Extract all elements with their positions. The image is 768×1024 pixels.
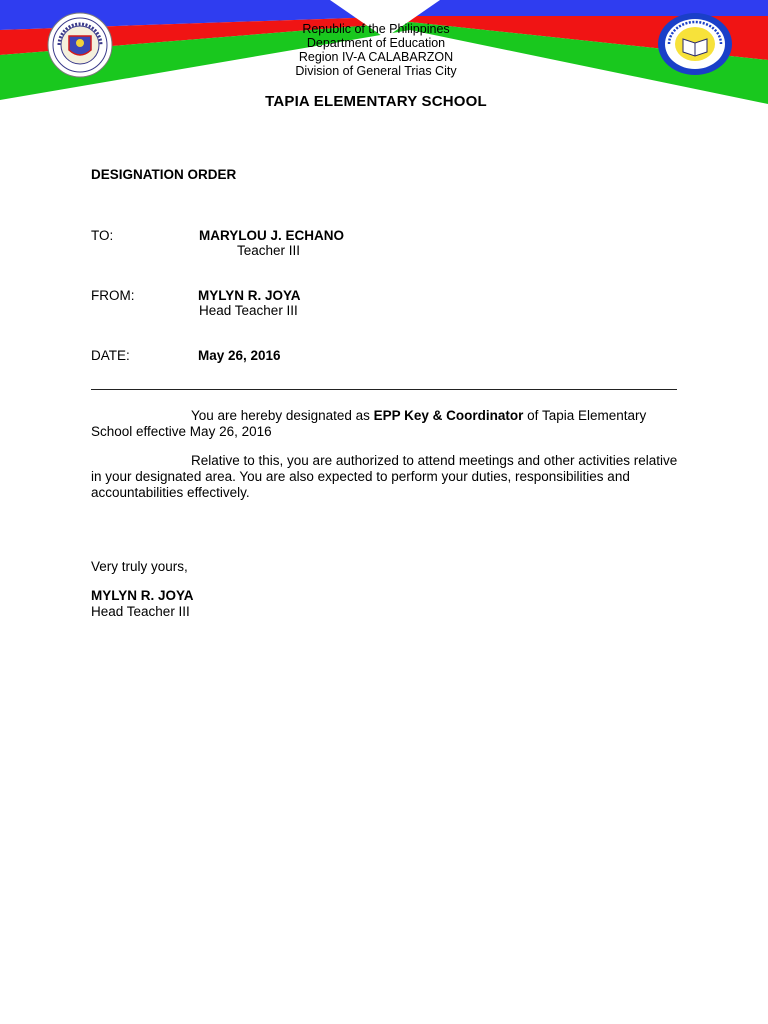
signer-position: Head Teacher III bbox=[91, 604, 190, 619]
from-label: FROM: bbox=[91, 288, 135, 303]
document-title: DESIGNATION ORDER bbox=[91, 167, 237, 182]
header-line-division: Division of General Trias City bbox=[295, 64, 457, 78]
letterhead bbox=[0, 22, 752, 78]
header-line-region: Region IV-A CALABARZON bbox=[298, 50, 454, 64]
paragraph2-text: Relative to this, you are authorized to attend meetings and other activities relative in your designated area. You are also expected to perform your duties, responsibilities and accountabilities effectively. bbox=[91, 453, 678, 500]
closing-salutation: Very truly yours, bbox=[91, 559, 188, 574]
paragraph1-start: You are hereby designated as bbox=[191, 408, 374, 423]
header-line-department: Department of Education bbox=[306, 36, 446, 50]
designation-role: EPP Key & Coordinator bbox=[373, 408, 524, 423]
to-label: TO: bbox=[91, 228, 114, 243]
to-position: Teacher III bbox=[237, 243, 301, 258]
designation-paragraph bbox=[91, 408, 681, 440]
school-name: TAPIA ELEMENTARY SCHOOL bbox=[265, 93, 487, 110]
divider-line bbox=[91, 389, 677, 390]
date-label: DATE: bbox=[91, 348, 130, 363]
authorization-paragraph bbox=[91, 453, 681, 501]
date-value: May 26, 2016 bbox=[198, 348, 281, 363]
from-position: Head Teacher III bbox=[199, 303, 298, 318]
to-name: MARYLOU J. ECHANO bbox=[199, 228, 345, 243]
from-name: MYLYN R. JOYA bbox=[198, 288, 301, 303]
signer-name: MYLYN R. JOYA bbox=[91, 588, 194, 603]
header-line-republic: Republic of the Philippines bbox=[302, 22, 450, 36]
paragraph1-end: of Tapia Elementary School effective May 26, 2016 bbox=[91, 408, 647, 439]
